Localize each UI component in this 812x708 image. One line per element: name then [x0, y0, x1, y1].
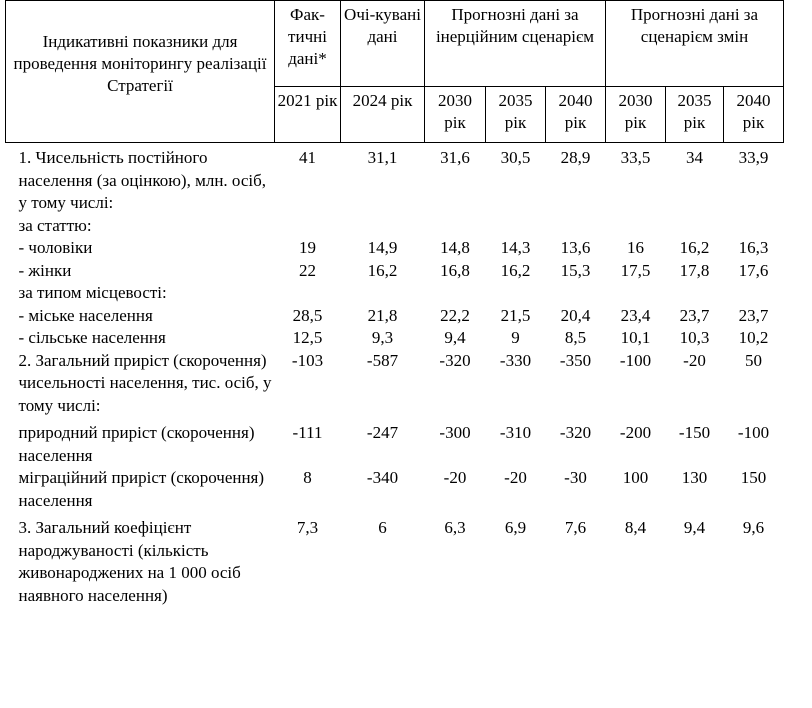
cell-value: 41 — [299, 148, 316, 167]
cell-value: -20 — [504, 468, 527, 487]
cell-value: -330 — [499, 350, 532, 370]
year-header: 2040 рік — [546, 87, 606, 143]
cell-value: 21,5 — [500, 305, 531, 325]
cell-value: 13,6 — [560, 238, 591, 257]
cell-value: 7,3 — [296, 518, 319, 537]
cell-value: 16 — [627, 238, 644, 257]
row-label: 1. Чисельність постійного населення (за оцінкою), млн. осіб, у тому числі: — [18, 148, 267, 212]
cell-value: -111 — [292, 423, 323, 442]
row-label: 2. Загальний приріст (скорочення) чисельності населення, тис. осіб, у тому числі: — [18, 350, 272, 415]
cell-value — [606, 282, 666, 305]
row-label: - чоловіки — [18, 238, 93, 257]
row-label: - жінки — [18, 260, 72, 280]
cell-value: 21,8 — [367, 305, 398, 325]
cell-value: -150 — [678, 423, 711, 442]
header-row — [6, 1, 784, 87]
row-label: міграційний приріст (скорочення) населення — [18, 468, 265, 510]
table-row — [6, 417, 784, 467]
cell-value: 23,7 — [738, 305, 769, 325]
cell-value: -320 — [559, 423, 592, 442]
row-label: за типом місцевості: — [18, 283, 167, 302]
cell-value: 6,9 — [504, 518, 527, 537]
cell-value: 9,3 — [371, 328, 394, 347]
cell-value: 23,7 — [679, 305, 710, 325]
cell-value: 17,8 — [679, 260, 710, 280]
cell-value: 22 — [299, 260, 316, 280]
cell-value: 8 — [303, 468, 312, 487]
table-row — [6, 237, 784, 260]
cell-value — [666, 215, 724, 238]
cell-value: 10,3 — [679, 328, 710, 347]
cell-value: -200 — [619, 423, 652, 442]
indicators-table — [5, 0, 784, 607]
year-header: 2021 рік — [275, 87, 341, 143]
row-label: - міське населення — [18, 305, 153, 325]
cell-value: -350 — [559, 350, 592, 370]
actual-header: Фак-тичні дані* — [275, 1, 341, 87]
cell-value: 16,2 — [500, 260, 531, 280]
cell-value: 30,5 — [500, 148, 531, 167]
expected-header: Очі-кувані дані — [341, 1, 425, 87]
cell-value: 23,4 — [620, 305, 651, 325]
cell-value: 15,3 — [560, 260, 591, 280]
cell-value: -247 — [366, 423, 399, 442]
cell-value: 9,6 — [742, 518, 765, 537]
table-row — [6, 215, 784, 238]
table-row — [6, 143, 784, 215]
cell-value: -310 — [499, 423, 532, 442]
cell-value: 28,5 — [292, 305, 323, 325]
cell-value: 16,2 — [367, 260, 398, 280]
cell-value: 10,1 — [620, 328, 651, 347]
cell-value — [275, 282, 341, 305]
cell-value: 9,4 — [683, 518, 706, 537]
year-header: 2030 рік — [606, 87, 666, 143]
cell-value — [341, 215, 425, 238]
cell-value: -320 — [439, 350, 471, 370]
cell-value: -20 — [683, 350, 706, 370]
cell-value: -103 — [291, 350, 324, 370]
cell-value: 16,3 — [738, 238, 769, 257]
year-header: 2035 рік — [486, 87, 546, 143]
cell-value: 14,9 — [367, 238, 398, 257]
row-label: за статтю: — [18, 215, 92, 235]
cell-value — [275, 215, 341, 238]
cell-value — [546, 215, 606, 238]
cell-value: 34 — [686, 148, 703, 167]
cell-value: 50 — [745, 350, 762, 370]
cell-value — [486, 282, 546, 305]
cell-value: 12,5 — [292, 328, 323, 347]
table-row — [6, 260, 784, 283]
table-body — [6, 143, 784, 608]
table-row — [6, 350, 784, 418]
cell-value: 16,2 — [679, 238, 710, 257]
cell-value: 16,8 — [440, 260, 470, 280]
cell-value: 31,6 — [440, 148, 470, 167]
cell-value: 130 — [681, 468, 708, 487]
cell-value: 19 — [299, 238, 316, 257]
cell-value: 22,2 — [440, 305, 470, 325]
cell-value: 100 — [622, 468, 649, 487]
cell-value: -20 — [443, 468, 467, 487]
cell-value: 6 — [378, 518, 387, 537]
cell-value: 17,6 — [738, 260, 769, 280]
cell-value: 9,4 — [444, 328, 466, 347]
cell-value: 17,5 — [620, 260, 651, 280]
cell-value — [724, 282, 784, 305]
table-row — [6, 512, 784, 607]
cell-value: 150 — [740, 468, 767, 487]
cell-value — [486, 215, 546, 238]
table-row — [6, 305, 784, 328]
cell-value: 33,5 — [620, 148, 651, 167]
cell-value: 7,6 — [564, 518, 587, 537]
year-header: 2040 рік — [724, 87, 784, 143]
cell-value: -30 — [564, 468, 587, 487]
table-row — [6, 327, 784, 350]
cell-value: 8,5 — [564, 328, 587, 347]
cell-value — [425, 282, 486, 305]
year-header: 2024 рік — [341, 87, 425, 143]
cell-value: -100 — [619, 350, 652, 370]
indicator-header: Індикативні показники для проведення моніторингу реалізації Стратегії — [6, 1, 275, 143]
cell-value: 20,4 — [560, 305, 591, 325]
cell-value: 10,2 — [738, 328, 769, 347]
cell-value: -300 — [439, 423, 471, 442]
cell-value: 31,1 — [367, 148, 398, 167]
cell-value: 6,3 — [444, 518, 466, 537]
cell-value — [724, 215, 784, 238]
inertial-scenario-header: Прогнозні дані за інерційним сценарієм — [425, 1, 606, 87]
cell-value: 28,9 — [560, 148, 591, 167]
cell-value — [341, 282, 425, 305]
table-row — [6, 467, 784, 512]
cell-value: 14,8 — [440, 238, 470, 257]
cell-value: 33,9 — [738, 148, 769, 167]
cell-value — [425, 215, 486, 238]
cell-value: -587 — [366, 350, 399, 370]
row-label: природний приріст (скорочення) населення — [18, 423, 255, 465]
cell-value — [666, 282, 724, 305]
cell-value: 14,3 — [500, 238, 531, 257]
cell-value — [606, 215, 666, 238]
change-scenario-header: Прогнозні дані за сценарієм змін — [606, 1, 784, 87]
cell-value: 8,4 — [624, 518, 647, 537]
cell-value: -100 — [737, 423, 770, 442]
year-header: 2030 рік — [425, 87, 486, 143]
cell-value — [546, 282, 606, 305]
year-header: 2035 рік — [666, 87, 724, 143]
row-label: - сільське населення — [18, 328, 166, 347]
row-label: 3. Загальний коефіцієнт народжуваності (кількість живонароджених на 1 000 осіб наявного населення) — [18, 518, 241, 605]
table-row — [6, 282, 784, 305]
cell-value: -340 — [366, 468, 399, 487]
cell-value: 9 — [511, 328, 520, 347]
